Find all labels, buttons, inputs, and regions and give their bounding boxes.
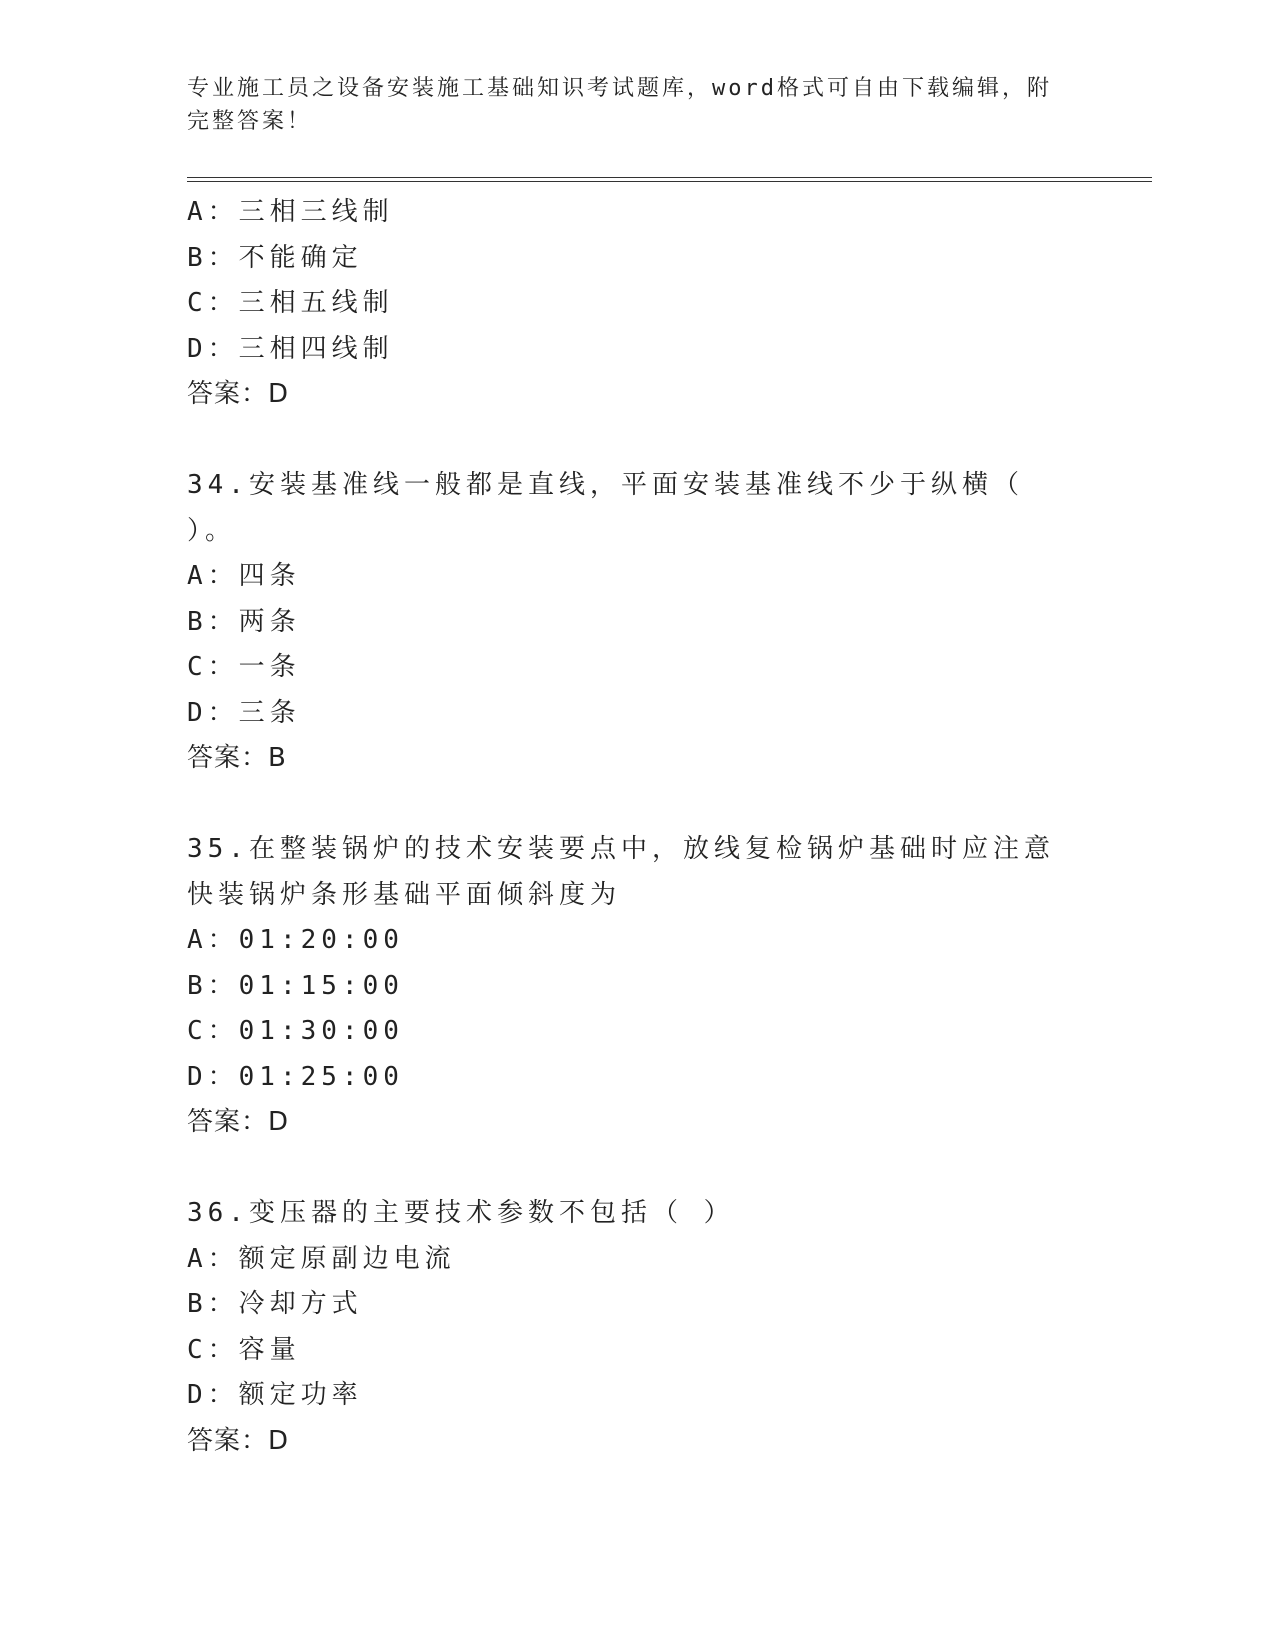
question-stem: 34.安装基准线一般都是直线，平面安装基准线不少于纵横（ ）。 (187, 470, 1024, 546)
spacer (187, 418, 1087, 464)
option-d: D：三条 (187, 697, 301, 728)
spacer (187, 1146, 1087, 1192)
document-header: 专业施工员之设备安装施工基础知识考试题库，word格式可自由下载编辑，附完整答案！ (187, 76, 1052, 134)
answer-line: 答案：D (187, 1107, 290, 1137)
question-block-36 (187, 1191, 1087, 1464)
option-a: A：额定原副边电流 (187, 1243, 456, 1274)
option-d: D：额定功率 (187, 1380, 363, 1410)
question-stem: 36.变压器的主要技术参数不包括（ ） (187, 1198, 735, 1228)
option-a: A：四条 (187, 561, 301, 591)
option-a: A：01:20:00 (187, 925, 404, 955)
option-b: B：冷却方式 (187, 1289, 363, 1319)
option-a: A：三相三线制 (187, 197, 394, 227)
header-rule-bottom (187, 181, 1152, 182)
header-rule-top (187, 177, 1152, 178)
option-b: B：01:15:00 (187, 970, 404, 1001)
option-d: D：三相四线制 (187, 333, 394, 364)
question-block-35 (187, 827, 1087, 1146)
question-stem: 35.在整装锅炉的技术安装要点中，放线复检锅炉基础时应注意快装锅炉条形基础平面倾斜度为 (187, 834, 1055, 910)
option-d: D：01:25:00 (187, 1061, 404, 1092)
answer-line: 答案：B (187, 743, 287, 773)
question-list (187, 190, 1087, 1464)
spacer (187, 782, 1087, 828)
option-b: B：不能确定 (187, 242, 363, 273)
answer-line: 答案：D (187, 1425, 290, 1456)
answer-line: 答案：D (187, 379, 290, 409)
option-b: B：两条 (187, 606, 301, 637)
option-c: C：01:30:00 (187, 1016, 404, 1046)
question-block-33 (187, 190, 1087, 418)
question-block-34 (187, 463, 1087, 782)
option-c: C：一条 (187, 652, 301, 682)
option-c: C：三相五线制 (187, 288, 394, 318)
option-c: C：容量 (187, 1334, 301, 1365)
